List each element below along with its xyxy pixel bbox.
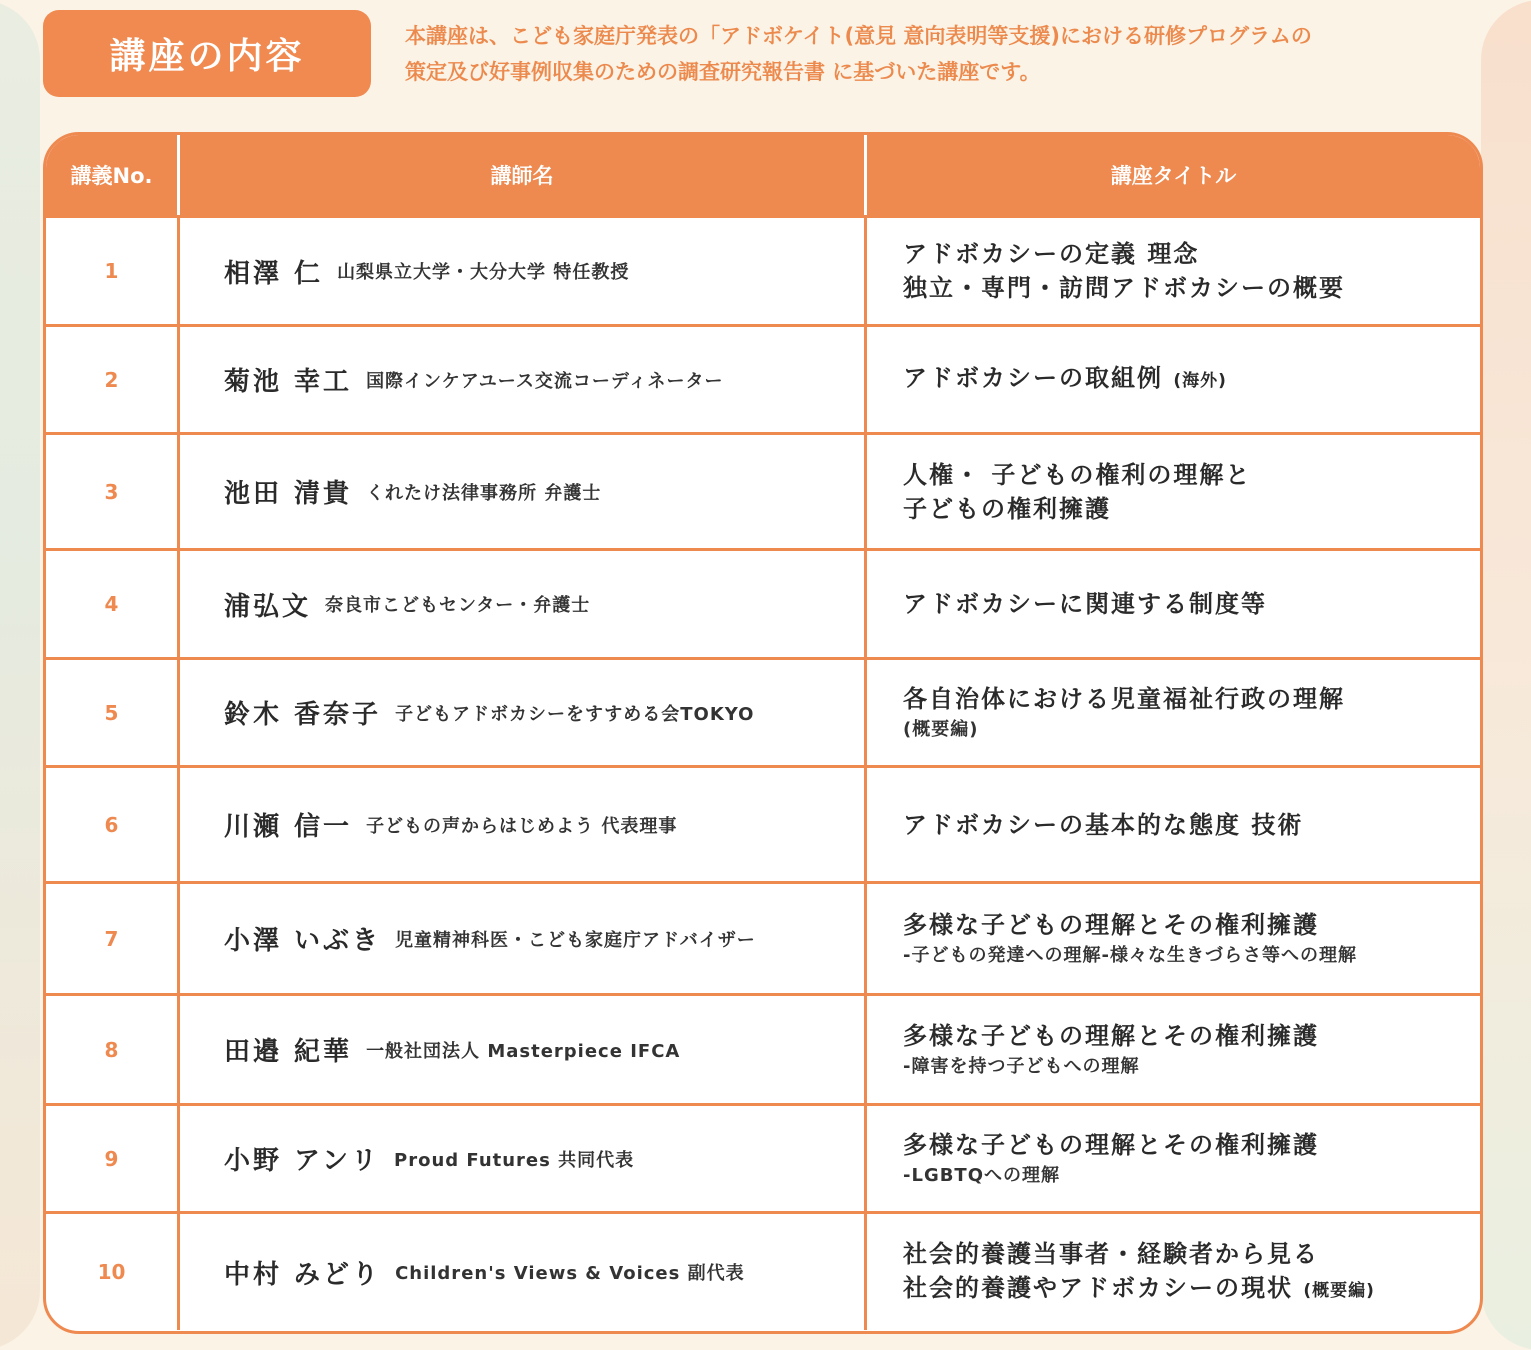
lecture-number: 4 bbox=[104, 592, 119, 616]
lecture-number: 2 bbox=[104, 367, 119, 392]
lecturer-name: 鈴木 香奈子 bbox=[224, 700, 382, 730]
course-title-cell bbox=[864, 1106, 1480, 1211]
intro-line-2: 策定及び好事例収集のための調査研究報告書 に基づいた講座です。 bbox=[405, 60, 1041, 84]
lecturer-affiliation: くれたけ法律事務所 弁護士 bbox=[366, 482, 602, 504]
title-text: 多様な子どもの理解とその権利擁護 bbox=[903, 910, 1319, 939]
lecturer-name: 小野 アンリ bbox=[224, 1146, 381, 1176]
lecture-number: 3 bbox=[104, 479, 119, 504]
lecturer-affiliation: 奈良市こどもセンター・弁護士 bbox=[325, 595, 591, 616]
lecture-number: 7 bbox=[104, 926, 119, 951]
title-line-1 bbox=[903, 1128, 1319, 1162]
lecturer-cell bbox=[177, 768, 864, 881]
title-text: 独立・専門・訪問アドボカシーの概要 bbox=[903, 274, 1345, 302]
title-text: 多様な子どもの理解とその権利擁護 bbox=[903, 1130, 1319, 1159]
header-lecture-no: 講義No. bbox=[70, 164, 153, 188]
course-title-cell bbox=[864, 768, 1480, 881]
title-text: 人権・ 子どもの権利の理解と bbox=[903, 460, 1252, 489]
lecturer-cell bbox=[177, 1214, 864, 1330]
lecturer-affiliation: Children's Views & Voices 副代表 bbox=[395, 1263, 745, 1284]
lecture-number: 10 bbox=[97, 1260, 126, 1284]
lecturer-cell bbox=[177, 1106, 864, 1211]
lecture-number: 9 bbox=[104, 1146, 119, 1171]
lecturer-cell bbox=[177, 435, 864, 548]
lecturer-name: 池田 清貴 bbox=[224, 479, 353, 509]
table-row bbox=[46, 657, 1480, 765]
intro-line-1: 本講座は、こども家庭庁発表の「アドボケイト(意見 意向表明等支援)における研修プログラムの bbox=[405, 24, 1312, 48]
title-line-1 bbox=[903, 458, 1251, 492]
lecture-number: 5 bbox=[104, 700, 119, 725]
title-text: アドボカシーの基本的な態度 技術 bbox=[903, 810, 1304, 839]
title-text: 子どもの権利擁護 bbox=[903, 494, 1111, 523]
table-row bbox=[46, 432, 1480, 548]
title-note: (概要編) bbox=[1303, 1280, 1375, 1301]
lecture-number: 6 bbox=[104, 812, 119, 837]
title-line-1 bbox=[903, 908, 1319, 942]
title-text: アドボカシーの取組例 bbox=[903, 364, 1163, 392]
course-title-cell bbox=[864, 435, 1480, 548]
header-lecturer: 講師名 bbox=[177, 135, 864, 215]
title-line-2 bbox=[903, 1271, 1375, 1308]
title-line-1 bbox=[903, 361, 1227, 398]
lecturer-affiliation: 子どもの声からはじめよう 代表理事 bbox=[366, 815, 678, 837]
lecturer-cell bbox=[177, 327, 864, 432]
title-line-1 bbox=[903, 1237, 1319, 1271]
table-row bbox=[46, 548, 1480, 657]
title-subtext: (概要編) bbox=[903, 718, 979, 740]
table-row bbox=[46, 765, 1480, 881]
course-title-cell bbox=[864, 327, 1480, 432]
title-text: 社会的養護やアドボカシーの現状 bbox=[903, 1273, 1293, 1302]
lecturer-affiliation: Proud Futures 共同代表 bbox=[394, 1149, 635, 1171]
table-row bbox=[46, 324, 1480, 432]
lecturer-cell bbox=[177, 218, 864, 324]
lecturer-name: 中村 みどり bbox=[224, 1259, 382, 1290]
lecturer-affiliation: 国際インケアユース交流コーディネーター bbox=[366, 370, 724, 392]
title-line-1 bbox=[903, 1019, 1319, 1053]
title-line-2 bbox=[903, 492, 1111, 526]
table-row bbox=[46, 1103, 1480, 1211]
lecturer-name: 菊池 幸工 bbox=[224, 367, 353, 397]
right-decoration bbox=[1481, 0, 1531, 1350]
title-text: 社会的養護当事者・経験者から見る bbox=[903, 1239, 1319, 1268]
title-text: 多様な子どもの理解とその権利擁護 bbox=[903, 1021, 1319, 1050]
course-table bbox=[43, 132, 1483, 1334]
lecturer-affiliation: 子どもアドボカシーをすすめる会TOKYO bbox=[395, 703, 755, 725]
lecturer-cell bbox=[177, 551, 864, 657]
course-title-cell bbox=[864, 1214, 1480, 1330]
course-title-cell bbox=[864, 551, 1480, 657]
course-title-cell bbox=[864, 218, 1480, 324]
title-line-1 bbox=[903, 237, 1199, 271]
lecturer-name: 小澤 いぶき bbox=[224, 926, 382, 956]
lecturer-name: 川瀬 信一 bbox=[224, 812, 353, 842]
table-row bbox=[46, 881, 1480, 993]
title-line-1 bbox=[903, 682, 1345, 716]
course-title-cell bbox=[864, 884, 1480, 993]
lecturer-name: 田邉 紀華 bbox=[224, 1037, 353, 1067]
lecturer-name: 浦弘文 bbox=[224, 591, 312, 622]
header-course-title: 講座タイトル bbox=[864, 135, 1480, 215]
lecturer-cell bbox=[177, 660, 864, 765]
title-text: アドボカシーに関連する制度等 bbox=[903, 590, 1267, 618]
title-line-1 bbox=[903, 587, 1267, 621]
lecturer-affiliation: 児童精神科医・こども家庭庁アドバイザー bbox=[395, 929, 756, 951]
title-text: 各自治体における児童福祉行政の理解 bbox=[903, 684, 1345, 713]
title-line-1 bbox=[903, 808, 1303, 842]
lecture-number: 1 bbox=[104, 259, 119, 283]
title-subtext: -LGBTQへの理解 bbox=[903, 1164, 1061, 1186]
lecturer-affiliation: 一般社団法人 Masterpiece IFCA bbox=[366, 1040, 681, 1062]
table-row bbox=[46, 993, 1480, 1103]
title-text: アドボカシーの定義 理念 bbox=[903, 240, 1200, 268]
title-subtext: -子どもの発達への理解-様々な生きづらさ等への理解 bbox=[903, 944, 1357, 966]
intro-text bbox=[405, 18, 1465, 90]
table-row bbox=[46, 1211, 1480, 1330]
title-line-2 bbox=[903, 271, 1345, 305]
table-row bbox=[46, 215, 1480, 324]
course-title-cell bbox=[864, 996, 1480, 1103]
lecturer-affiliation: 山梨県立大学・大分大学 特任教授 bbox=[337, 262, 630, 283]
lecture-number: 8 bbox=[104, 1037, 119, 1062]
title-note: (海外) bbox=[1173, 371, 1227, 391]
lecturer-cell bbox=[177, 996, 864, 1103]
title-subtext: -障害を持つ子どもへの理解 bbox=[903, 1055, 1140, 1077]
lecturer-name: 相澤 仁 bbox=[224, 258, 324, 289]
table-header bbox=[46, 135, 1480, 215]
section-title-badge: 講座の内容 bbox=[43, 10, 371, 97]
course-title-cell bbox=[864, 660, 1480, 765]
lecturer-cell bbox=[177, 884, 864, 993]
left-decoration bbox=[0, 0, 40, 1350]
